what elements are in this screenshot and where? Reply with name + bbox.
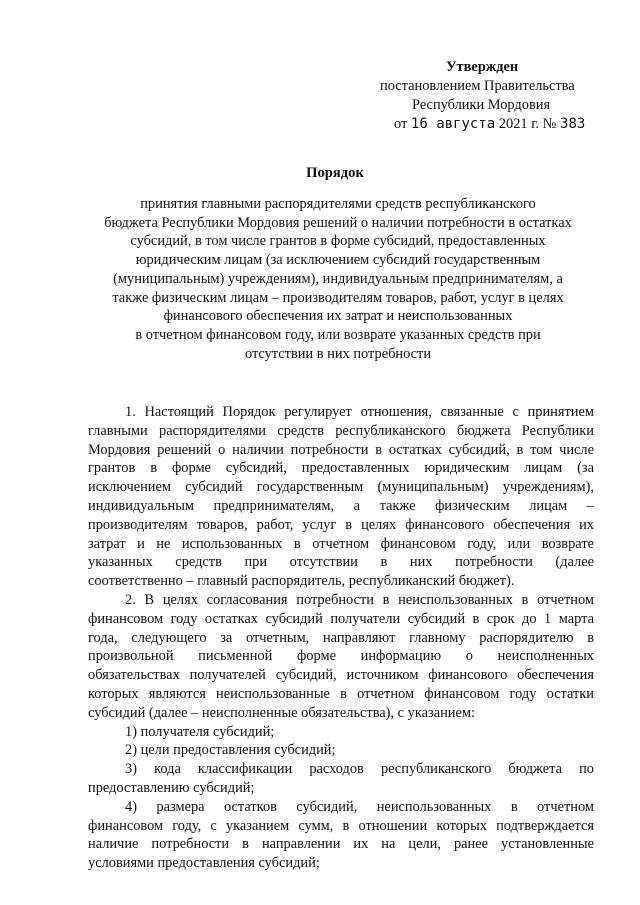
document-title: Порядок [306, 165, 364, 181]
body-text-line: указанных средств при отсутствии в них потребности (далее [88, 554, 594, 571]
body-text-line: Мордовия решений о наличии потребности в остатках субсидий, в том числе [88, 441, 594, 458]
subtitle-line: юридическим лицам (за исключением субсидий государственным [135, 252, 541, 269]
body-text-line: грантов в форме субсидий, предоставленных юридическим лицам (за [88, 460, 594, 477]
approval-stamp-block [380, 58, 610, 134]
approval-date-line [380, 115, 610, 134]
subtitle-line: (муниципальным) учреждениям), индивидуальным предпринимателям, а [113, 270, 563, 287]
subtitle-line: финансового обеспечения их затрат и неиспользованных [163, 308, 513, 325]
body-text-line: индивидуальным предпринимателям, а также физическим лицам – [88, 497, 594, 514]
body-text-line: предоставлению субсидий; [88, 779, 255, 796]
body-text-line: 3) кода классификации расходов республиканского бюджета по [125, 761, 594, 778]
body-text-line: исключением субсидий государственным (муниципальным) учреждениям), [88, 479, 594, 496]
body-text-line: произвольной письменной форме информацию о неисполненных [88, 648, 594, 665]
approval-date-prefix: от [394, 116, 408, 132]
body-text-line: обязательствах получателей субсидий, источником финансового обеспечения [88, 667, 594, 684]
body-text-line: главными распорядителями средств республиканского бюджета Республики [88, 422, 594, 439]
body-text-line: наличие потребности в направлении их на цели, ранее установленные [88, 836, 594, 853]
subtitle-line: отсутствии в них потребности [244, 345, 432, 362]
subtitle-line: субсидий, в том числе грантов в форме субсидий, предоставленных [130, 233, 546, 250]
approval-line-resolution: постановлением Правительства [380, 78, 575, 94]
body-text-line: субсидий (далее – неисполненные обязательства), с указанием: [88, 704, 475, 721]
body-text-line: финансовом году, с указанием сумм, в отношении которых подтверждается [88, 817, 594, 834]
subtitle-line: также физическим лицам – производителям товаров, работ, услуг в целях [112, 289, 564, 306]
document-body [88, 403, 594, 873]
body-text-line: затрат и не использованных в отчетном финансовом году, или возврате [88, 535, 594, 552]
approval-title: Утвержден [446, 59, 519, 75]
approval-date-suffix: 2021 г. № [498, 116, 557, 132]
body-text-line: производителям товаров, работ, услуг в целях финансового обеспечения их [88, 516, 594, 533]
document-subtitle [84, 195, 592, 363]
approval-number-value: 383 [560, 116, 586, 132]
body-text-line: которых являются неиспользованные в отчетном финансовом году остатки [88, 685, 594, 702]
approval-date-value: 16 августа [410, 116, 496, 132]
body-text-line: финансовом году остатках субсидий получатели субсидий в срок до 1 марта [88, 610, 594, 627]
subtitle-line: принятия главными распорядителями средств республиканского [140, 196, 536, 212]
body-text-line: 1) получателя субсидий; [125, 723, 275, 740]
body-text-line: 1. Настоящий Порядок регулирует отношения, связанные с принятием [125, 404, 594, 420]
approval-line-republic: Республики Мордовия [412, 97, 551, 113]
body-text-line: условиями предоставления субсидий; [88, 855, 320, 872]
subtitle-line: в отчетном финансовом году, или возврате указанных средств при [135, 326, 541, 343]
subtitle-line: бюджета Республики Мордовия решений о наличии потребности в остатках [104, 214, 572, 231]
body-text-line: соответственно – главный распорядитель, республиканский бюджет). [88, 573, 515, 590]
body-text-line: 2) цели предоставления субсидий; [125, 742, 336, 759]
body-text-line: года, следующего за отчетным, направляют главному распорядителю в [88, 629, 594, 646]
body-text-line: 2. В целях согласования потребности в неиспользованных в отчетном [125, 591, 594, 608]
body-text-line: 4) размера остатков субсидий, неиспользованных в отчетном [125, 798, 594, 815]
